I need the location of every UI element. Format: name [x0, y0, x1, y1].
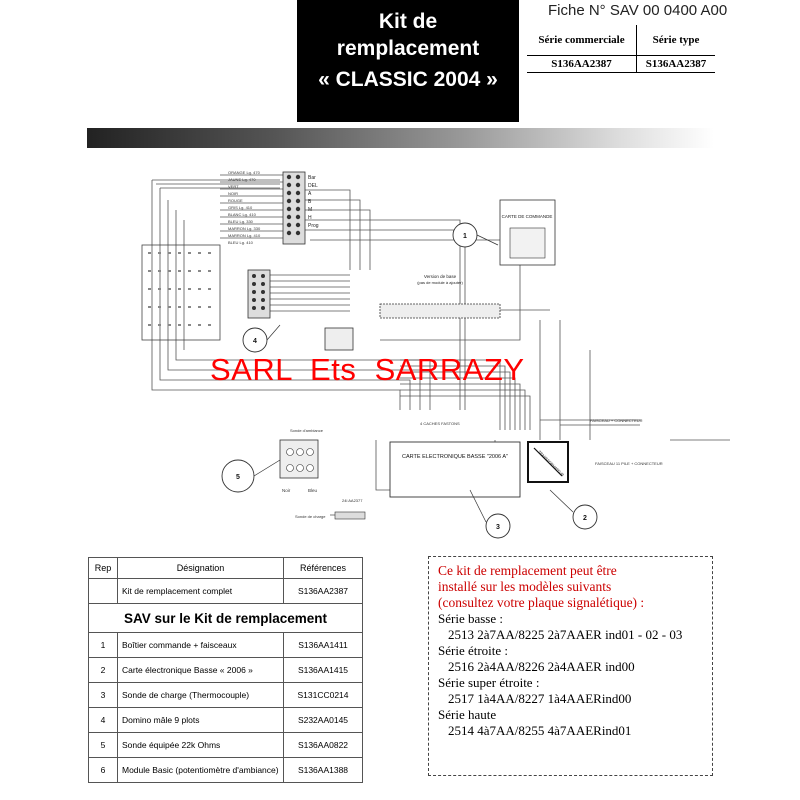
group-label: Série étroite : [438, 643, 509, 658]
table-row [89, 683, 363, 708]
row-rep: 3 [89, 683, 118, 708]
serie-commerciale-value: S136AA2387 [527, 56, 637, 73]
pin-label: H [308, 215, 312, 221]
group-value: 2517 1à4AA/8227 1à4AAERind00 [448, 691, 632, 706]
row-designation: Sonde de charge (Thermocouple) [118, 683, 284, 708]
complete-rep [89, 579, 118, 604]
carte-electronique-label: CARTE ELECTRONIQUE BASSE "2006 A" [402, 454, 508, 460]
wire-label: BLEU Lg. 410 [228, 240, 253, 245]
group-label: Série basse : [438, 611, 503, 626]
compatibility-box [428, 556, 713, 776]
pin-label: Bar [308, 175, 316, 181]
wire-label: MARRON Lg. 330 [228, 226, 261, 231]
wire-label: JAUNE Lg. 470 [228, 177, 256, 182]
callout-2: 2 [583, 515, 587, 522]
carte-commande-label: CARTE DE COMMANDE [501, 214, 553, 219]
row-designation: Boîtier commande + faisceaux [118, 633, 284, 658]
wire-label: GRIS Lg. 410 [228, 205, 253, 210]
sonde-charge-label: Sonde de charge [295, 514, 326, 519]
header-references: Références [284, 558, 363, 579]
wire-label: NOIR [228, 191, 238, 196]
compat-intro-2: installé sur les modèles suivants [438, 579, 612, 594]
row-designation: Module Basic (potentiomètre d'ambiance) [118, 758, 284, 783]
fiche-number: Fiche N° SAV 00 0400 A00 [548, 2, 728, 19]
row-rep: 4 [89, 708, 118, 733]
noir-label: Noir [282, 488, 291, 493]
table-row [89, 758, 363, 783]
row-reference: S136AA1388 [284, 758, 363, 783]
pin-label: DEL [308, 183, 318, 189]
row-designation: Domino mâle 9 plots [118, 708, 284, 733]
row-reference: S232AA0145 [284, 708, 363, 733]
table-row [89, 733, 363, 758]
wire-label: ROUGE [228, 198, 243, 203]
pin-label: A [308, 191, 312, 197]
series-table [527, 25, 715, 73]
pin-label: B [308, 199, 312, 205]
faisceau-connecteur-label: FAISCEAU + CONNECTEUR [590, 418, 643, 423]
wire-label: ORANGE Lg. 470 [228, 170, 260, 175]
transformateur-label: TRANSFORMATEUR [537, 449, 565, 478]
callout-1: 1 [463, 233, 467, 240]
pas-module-label: (pas de module à ajouter) [417, 280, 463, 285]
group-label: Série haute [438, 707, 497, 722]
pin-label: Prog [308, 223, 319, 229]
callout-3: 3 [496, 524, 500, 531]
bleu-label: Bleu [308, 488, 318, 493]
pin-label: M [308, 207, 313, 213]
cosses-label: 4 CACHES FASTONS [420, 421, 460, 426]
compat-intro-3: (consultez votre plaque signalétique) : [438, 595, 645, 610]
table-row [89, 633, 363, 658]
serie-commerciale-label: Série commerciale [527, 25, 637, 56]
title-line-1: Kit de [378, 10, 438, 33]
row-rep: 2 [89, 658, 118, 683]
wire-label: BLEU Lg. 330 [228, 219, 253, 224]
row-reference: S136AA0822 [284, 733, 363, 758]
row-rep: 6 [89, 758, 118, 783]
header-designation: Désignation [118, 558, 284, 579]
title-line-2: remplacement [336, 37, 480, 60]
faisceau-pile-label: FAISCEAU 11 PILE + CONNECTEUR [595, 461, 663, 466]
complete-designation: Kit de remplacement complet [118, 579, 284, 604]
sonde-ambiance-label: Sonde d'ambiance [290, 428, 324, 433]
group-value: 2516 2à4AA/8226 2à4AAER ind00 [448, 659, 635, 674]
row-reference: S136AA1411 [284, 633, 363, 658]
row-rep: 5 [89, 733, 118, 758]
row-designation: Carte électronique Basse « 2006 » [118, 658, 284, 683]
ref-24-label: 24l AA2377 [342, 498, 363, 503]
callout-5: 5 [236, 474, 240, 481]
wire-label: MARRON Lg. 410 [228, 233, 261, 238]
table-row [89, 708, 363, 733]
parts-table [88, 557, 363, 783]
wire-label: BLANC Lg. 410 [228, 212, 256, 217]
complete-reference: S136AA2387 [284, 579, 363, 604]
sav-title: SAV sur le Kit de remplacement [89, 604, 363, 633]
kit-title-box [297, 0, 519, 122]
gradient-divider [87, 128, 714, 148]
compat-intro-1: Ce kit de remplacement peut être [438, 563, 617, 578]
watermark: SARL Ets SARRAZY [210, 352, 525, 387]
wire-label: VERT [228, 184, 239, 189]
group-value: 2514 4à7AA/8255 4à7AAERind01 [448, 723, 632, 738]
serie-type-value: S136AA2387 [637, 56, 715, 73]
header-rep: Rep [89, 558, 118, 579]
group-label: Série super étroite : [438, 675, 540, 690]
row-designation: Sonde équipée 22k Ohms [118, 733, 284, 758]
group-value: 2513 2à7AA/8225 2à7AAER ind01 - 02 - 03 [448, 627, 683, 642]
callout-4: 4 [253, 338, 257, 345]
title-line-3: « CLASSIC 2004 » [318, 68, 498, 91]
row-reference: S131CC0214 [284, 683, 363, 708]
serie-type-label: Série type [637, 25, 715, 56]
row-rep: 1 [89, 633, 118, 658]
row-reference: S136AA1415 [284, 658, 363, 683]
version-base-label: Version de base [423, 274, 457, 279]
table-row [89, 658, 363, 683]
